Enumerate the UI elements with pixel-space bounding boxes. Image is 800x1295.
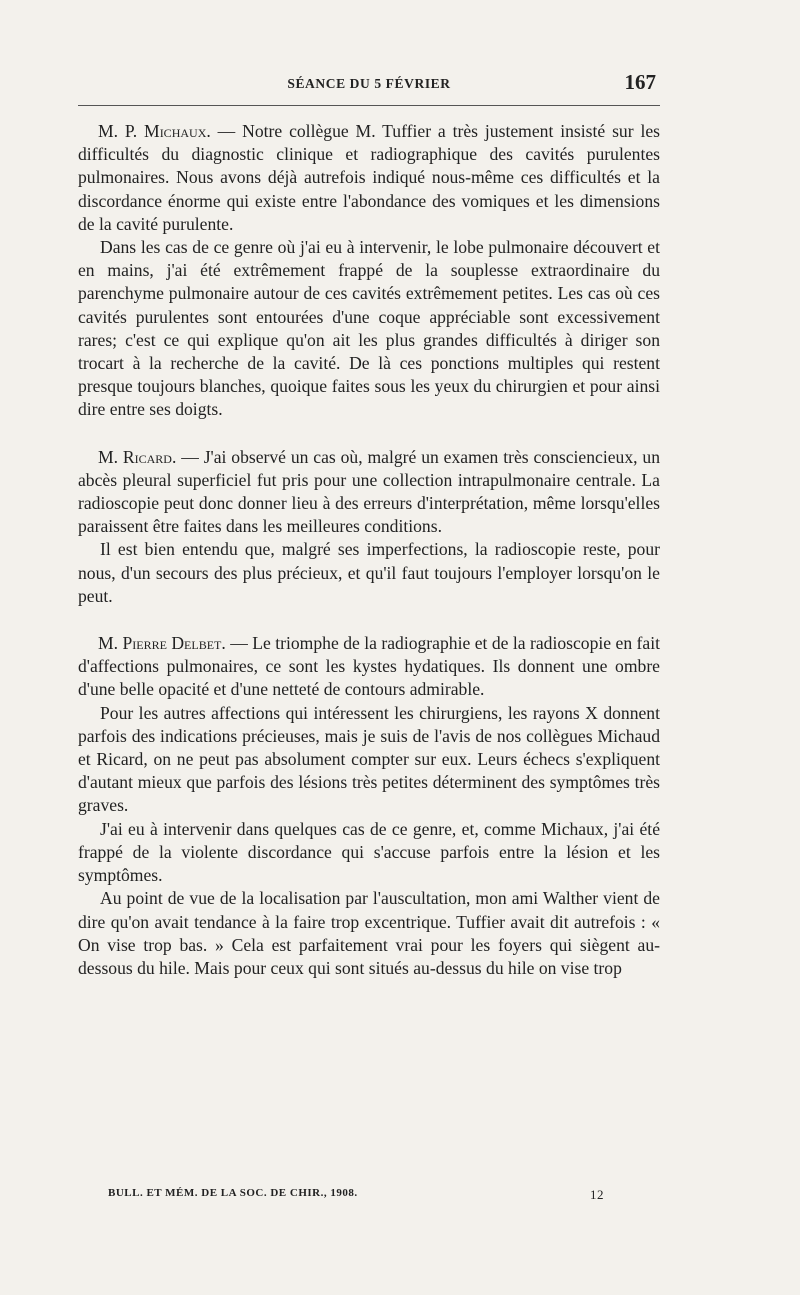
body-text	[78, 120, 660, 980]
speaker-name: M. P. Michaux.	[98, 121, 211, 141]
speaker-name: M. Pierre Delbet.	[98, 633, 226, 654]
header-rule	[78, 105, 660, 106]
paragraph-delbet	[78, 632, 660, 702]
paragraph-text: — Notre collègue M. Tuffier a très justement insisté sur les difficultés du diagnostic clinique et radiographique des cavités purulentes pulmonaires. Nous avons déjà autrefois indiqué nous-même ces difficultés et la discordance énorme qui existe entre l'abondance des vomiques et les dimensions de la cavité purulente.	[78, 121, 660, 234]
paragraph-ricard	[78, 446, 660, 539]
paragraph-text: — Le triomphe de la radiographie et de la radioscopie en fait d'affections pulmonaires, ce sont les kystes hydatiques. Ils donnent une ombre d'une belle opacité et d'une netteté de contours admirable.	[78, 633, 661, 700]
paragraph	[78, 236, 660, 422]
paragraph	[78, 887, 660, 980]
footer-journal: BULL. ET MÉM. DE LA SOC. DE CHIR., 1908.	[108, 1187, 358, 1199]
paragraph-text: Au point de vue de la localisation par l'auscultation, mon ami Walther vient de dire qu'on avait tendance à la faire trop excentrique. Tuffier avait dit autrefois : « On vise trop bas. » Cela est parfaitement vrai pour les foyers qui siègent au-dessous du hile. Mais pour ceux qui sont situés au-dessus du hile on vise trop	[78, 888, 660, 978]
page-number: 167	[624, 70, 656, 94]
paragraph-text: J'ai eu à intervenir dans quelques cas de ce genre, et, comme Michaux, j'ai été frappé de la violente discordance qui s'accuse parfois entre la lésion et les symptômes.	[78, 818, 660, 886]
paragraph	[78, 818, 660, 888]
paragraph-text: Pour les autres affections qui intéressent les chirurgiens, les rayons X donnent parfois des indications précieuses, mais je suis de l'avis de nos collègues Michaud et Ricard, on ne peut pas absolument compter sur eux. Leurs échecs s'expliquent d'autant mieux que parfois des lésions très petites déterminent des symptômes très graves.	[78, 702, 660, 816]
speaker-name: M. Ricard.	[98, 446, 177, 467]
paragraph	[78, 538, 660, 608]
footer-signature: 12	[590, 1187, 604, 1202]
page-footer	[108, 1187, 628, 1207]
paragraph	[78, 702, 660, 818]
header-title: SÉANCE DU 5 FÉVRIER	[287, 76, 451, 91]
paragraph-text: Il est bien entendu que, malgré ses imperfections, la radioscopie reste, pour nous, d'un secours des plus précieux, et qu'il faut toujours l'employer lorsqu'on le peut.	[78, 539, 660, 606]
paragraph-text: Dans les cas de ce genre où j'ai eu à intervenir, le lobe pulmonaire découvert et en mains, j'ai été extrêmement frappé de la souplesse extraordinaire du parenchyme pulmonaire autour de ces cavités extrêmement petites. Les cas où ces cavités purulentes sont entourées d'une coque appréciable sont excessivement rares; c'est ce qui explique qu'on ait les plus grandes difficultés à diriger son trocart à la recherche de la cavité. De là ces ponctions multiples qui restent presque toujours blanches, quoique faites sous les yeux du chirurgien et pour ainsi dire entre ses doigts.	[78, 237, 660, 420]
running-header	[78, 70, 660, 98]
paragraph-text: — J'ai observé un cas où, malgré un examen très consciencieux, un abcès pleural superficiel fut pris pour une collection intrapulmonaire centrale. La radioscopie peut donc donner lieu à des erreurs d'interprétation, même lorsqu'elles paraissent être faites dans les meilleures conditions.	[78, 446, 660, 537]
paragraph-michaux	[78, 120, 660, 236]
